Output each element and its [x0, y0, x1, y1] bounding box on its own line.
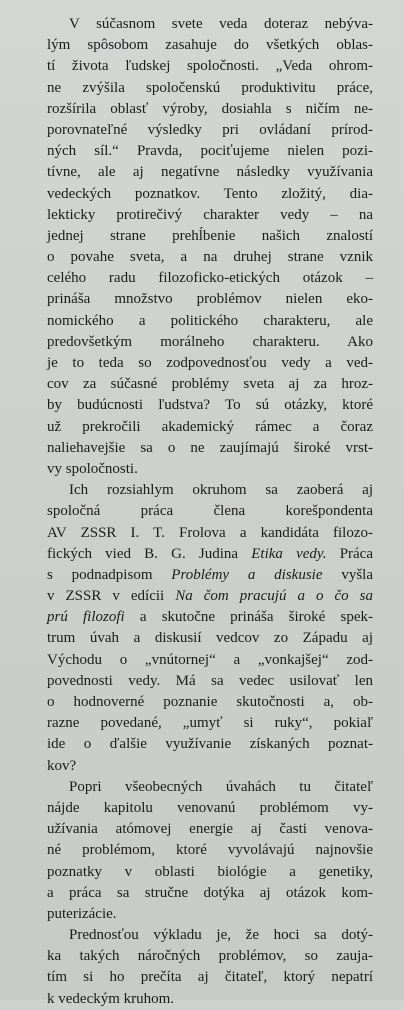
book-subtitle: Problémy a diskusie — [171, 566, 323, 583]
text-line: nájde kapitolu venovanú problémom vy- — [47, 799, 373, 816]
text-line: nomického a politického charakteru, ale — [47, 312, 373, 329]
text-line: né problémom, ktoré vyvolávajú najnovšie — [47, 842, 373, 859]
text-line: tím si ho prečíta aj čitateľ, ktorý nepatrí — [47, 969, 373, 986]
text-line: vedeckých poznatkov. Tento zložitý, dia- — [47, 185, 373, 202]
paragraph-1 — [47, 14, 373, 480]
text-line: V súčasnom svete veda doteraz nebýva- — [69, 16, 373, 32]
text-line: lekticky protirečivý charakter vedy – na — [47, 206, 373, 223]
text-line: jednej strane prehĺbenie našich znalostí — [47, 227, 373, 244]
text-line: prináša množstvo problémov nielen eko- — [47, 291, 373, 308]
paragraph-4 — [47, 925, 373, 1010]
edition-name: Na čom pracujú a o čo sa — [175, 588, 374, 605]
line-end: Práca — [326, 545, 373, 562]
line-start: fických vied B. G. Judina — [47, 545, 252, 562]
book-title: Etika vedy. — [251, 545, 327, 562]
line-end: a skutočne prináša široké spek- — [124, 609, 373, 626]
line-start: s podnadpisom — [47, 566, 172, 583]
text-line: ide o ďalšie využívanie získaných poznat- — [47, 736, 373, 753]
text-line: ných síl.“ Pravda, pociťujeme nielen pozi- — [47, 143, 373, 160]
text-line: povednosti vedy. Má sa vedec usilovať len — [47, 672, 373, 689]
text-line: o hodnoverné poznanie skutočnosti a, ob- — [47, 694, 373, 710]
text-line: ne zvýšila spoločenskú produktivitu práce, — [47, 79, 373, 96]
text-line: už prekročili akademický rámec a čoraz — [47, 418, 373, 435]
edition-name-end: prú filozofi — [47, 609, 125, 626]
paragraph-3 — [47, 777, 373, 925]
text-line: by budúcnosti ľudstva? To sú otázky, ktoré — [47, 397, 373, 414]
text-line: tívne, ale aj negatívne následky využívania — [47, 164, 373, 181]
text-column — [47, 14, 373, 1010]
text-line: ka takých náročných problémov, so zauja- — [47, 948, 373, 965]
text-line: užívania atómovej energie aj časti venova- — [47, 821, 373, 838]
text-line: tí života ľudskej spoločnosti. „Veda ohrom- — [47, 58, 373, 75]
text-line: k vedeckým kruhom. — [47, 990, 175, 1007]
text-line-with-edition — [47, 607, 373, 628]
text-line: rozšírila oblasť výroby, dosiahla s ničím ne- — [47, 100, 373, 117]
text-line: je to teda so zodpovednosťou vedy a ved- — [47, 355, 373, 371]
text-line: naliehavejšie sa o ne zaujímajú široké vrst- — [47, 439, 373, 456]
text-line: predovšetkým morálneho charakteru. Ako — [47, 333, 373, 350]
text-line: trum úvah a diskusií vedcov zo Západu aj — [47, 630, 373, 647]
text-line: vy spoločnosti. — [47, 460, 138, 477]
text-line-with-subtitle — [47, 565, 373, 586]
text-line: Ich rozsiahlym okruhom sa zaoberá aj — [69, 482, 373, 499]
text-line: spoločná práca člena korešpondenta — [47, 503, 373, 520]
text-line: a práca sa stručne dotýka aj otázok kom- — [47, 884, 373, 901]
text-line: o povahe sveta, a na druhej strane vznik — [47, 249, 373, 266]
text-line: razne povedané, „umyť si ruky“, pokiaľ — [47, 715, 373, 732]
text-line: poznatky v oblasti biológie a genetiky, — [47, 863, 373, 880]
text-line: Popri všeobecných úvahách tu čitateľ — [69, 778, 373, 795]
line-end: vyšla — [322, 566, 373, 583]
text-line: AV ZSSR I. T. Frolova a kandidáta filozo- — [47, 524, 373, 541]
text-line: Východu o „vnútornej“ a „vonkajšej“ zod- — [47, 651, 373, 668]
text-line: celého radu filozoficko-etických otázok – — [47, 270, 373, 287]
text-line: Prednosťou výkladu je, že hoci sa dotý- — [69, 927, 373, 944]
text-line: kov? — [47, 757, 77, 774]
paragraph-2 — [47, 480, 373, 777]
line-start: v ZSSR v edícii — [47, 588, 176, 605]
text-line: lým spôsobom zasahuje do všetkých oblas- — [47, 37, 373, 54]
text-line: porovnateľné výsledky pri ovládaní prírod- — [47, 121, 373, 138]
text-line-with-edition — [47, 586, 373, 607]
text-line-with-title — [47, 544, 373, 565]
text-line: puterizácie. — [47, 905, 117, 922]
text-line: cov za súčasné problémy sveta aj za hroz- — [47, 376, 373, 393]
